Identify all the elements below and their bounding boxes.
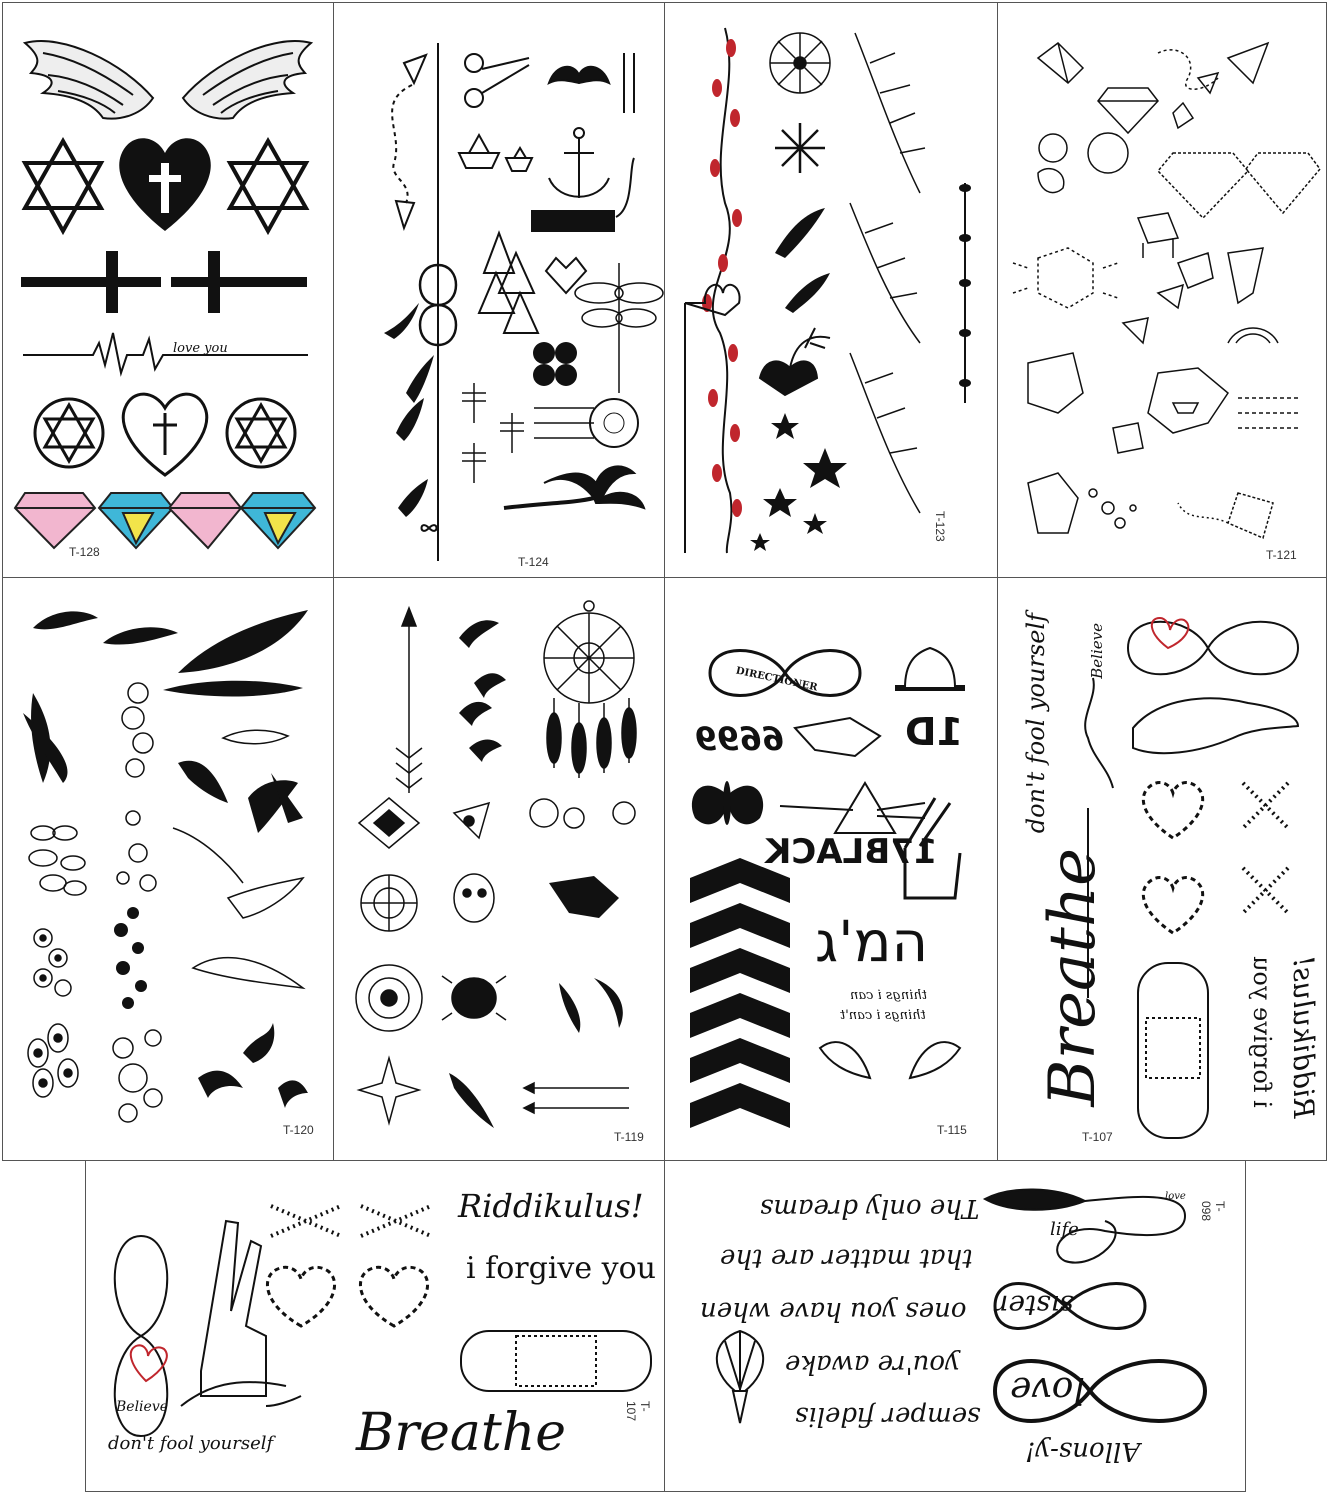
compass-star-icon	[359, 1058, 419, 1123]
flower-swirl-icon	[530, 799, 635, 828]
dragonfly-large-icon	[575, 263, 663, 393]
boomerang-icon	[559, 978, 623, 1033]
mandala-large-icon	[356, 965, 422, 1031]
things-value-1: things i can	[850, 988, 927, 1003]
origami-butterfly-icon	[1123, 248, 1263, 343]
bird-icon	[384, 303, 434, 517]
dont-fool-text: don't fool yourself	[108, 1433, 274, 1454]
palm-tree-icon	[504, 466, 644, 508]
tattoo-art-t123	[665, 3, 998, 578]
flower-icon	[1038, 133, 1128, 193]
bird-silhouette-icon	[459, 620, 506, 762]
gecko-icon	[449, 1073, 494, 1128]
sister-value: sister	[995, 1289, 1074, 1322]
forgive-text-vertical	[1248, 956, 1276, 1108]
diamond-icon	[1098, 88, 1158, 133]
tattoo-sheet-t119	[333, 577, 665, 1161]
mandala-icon	[361, 875, 417, 931]
dashed-line-icon	[1238, 398, 1298, 428]
leaf-icon	[29, 826, 86, 895]
swallow-icon	[775, 208, 830, 313]
bubbles-icon	[1089, 489, 1136, 528]
breathe-text: Breathe	[356, 1403, 567, 1463]
small-flowers-icon	[117, 811, 156, 891]
feather-outline-icon	[223, 730, 288, 744]
dreamcatcher-icon	[590, 399, 638, 447]
tattoo-art-t128	[3, 3, 334, 578]
sheet-code: T-115	[937, 1123, 967, 1137]
floral-vine-icon	[114, 907, 147, 1009]
arrows-pair-icon	[524, 1083, 629, 1113]
tattoo-sheet-t115	[664, 577, 998, 1161]
dashed-heart-icon	[1143, 783, 1202, 933]
butterfly-icon	[692, 781, 763, 825]
things-text-2	[840, 1008, 926, 1023]
kite-icon	[1178, 493, 1273, 538]
sheet-code: T-124	[518, 555, 549, 569]
feather-infinity-icon	[985, 1189, 1185, 1262]
swallows-icon	[198, 1023, 308, 1108]
believe-text-vertical	[1088, 623, 1106, 679]
rainbow-icon	[1228, 328, 1278, 343]
origami-fish-icon	[1113, 423, 1143, 453]
blackteen-value: 17BLACK	[765, 832, 938, 872]
dream-value-3: ones you have when	[700, 1296, 967, 1326]
sister-text	[995, 1289, 1074, 1322]
love-small-text: love	[1165, 1191, 1186, 1202]
ice-cream-hat-icon	[895, 648, 965, 688]
crossed-fingers-hand-icon	[1133, 698, 1298, 753]
turtle-icon	[442, 976, 506, 1020]
one-d-text: 1D	[905, 710, 963, 754]
sheet-code: T-121	[1266, 548, 1297, 562]
paper-plane-icon	[404, 55, 426, 83]
sheet-code: T-107	[624, 1401, 652, 1422]
allons-text	[1025, 1436, 1140, 1466]
stars-icon	[750, 413, 847, 551]
forgive-value-vertical: i forgive you	[1248, 956, 1276, 1109]
peacock-eye-icon	[28, 1024, 78, 1097]
handshake-icon	[795, 718, 880, 756]
bandage-icon	[1138, 963, 1208, 1138]
tattoo-sheet-t123	[664, 2, 998, 578]
semper-text	[795, 1401, 980, 1431]
tattoo-sheet-t098	[664, 1160, 1246, 1492]
things-value-2: things i can't	[840, 1008, 926, 1023]
snowflake-icon	[775, 123, 825, 173]
aztec-icon	[359, 798, 419, 848]
dandelion-icon	[770, 33, 830, 93]
breathe-value-vertical: Breathe	[1036, 848, 1110, 1107]
infinity-directioner-icon	[710, 651, 860, 696]
love-big-value: love	[1010, 1369, 1085, 1410]
outline-heart-cross-icon	[123, 394, 206, 475]
heart-cross-icon	[119, 138, 211, 231]
sheet-code: T-120	[283, 1123, 314, 1137]
arrows-icon	[534, 408, 594, 438]
dream-line-4	[785, 1349, 960, 1379]
scissors-icon	[465, 54, 529, 107]
mountains-icon	[479, 233, 538, 333]
paw-icon	[454, 803, 489, 838]
pinwheel-icon	[1173, 103, 1193, 128]
dashed-heart-icon	[267, 1267, 427, 1326]
numbers-text	[695, 720, 784, 758]
infinity-small-icon	[422, 525, 437, 531]
origami-heart-icon	[546, 258, 586, 293]
numbers-value: 6699	[695, 720, 785, 758]
origami-crane-icon	[1148, 368, 1228, 433]
prism-icon	[780, 783, 925, 833]
riddikulus-text-vertical	[1287, 956, 1320, 1118]
blackteen-text	[765, 832, 938, 872]
hairpin-icon	[624, 53, 634, 113]
dreamcatcher-icon	[544, 601, 636, 778]
heart-line-icon	[685, 285, 740, 315]
dream-line-3	[700, 1296, 966, 1326]
tattoo-sheet-t120	[2, 577, 334, 1161]
cross-icon	[21, 251, 307, 313]
bandage-icon	[461, 1331, 651, 1391]
bird-perched-icon	[193, 878, 303, 988]
tattoo-sheet-t107-horizontal	[85, 1160, 667, 1492]
mask-icon	[454, 874, 494, 922]
sheet-code: T-107	[1082, 1130, 1113, 1144]
branch-icon	[850, 33, 925, 513]
allons-value: Allons-y!	[1025, 1436, 1141, 1466]
directioner-text: DIRECTIONER	[734, 665, 819, 694]
tattoo-sheet-t107-vertical	[997, 577, 1327, 1161]
paper-boat-icon	[1028, 353, 1198, 413]
anchor-icon	[549, 128, 609, 198]
hebrew-text: המ'ג	[815, 910, 929, 975]
hummingbird-icon	[178, 761, 303, 833]
plumeria-icon	[122, 683, 153, 777]
arrow-icon	[396, 608, 422, 793]
tattoo-sheet-t128	[2, 2, 334, 578]
tattoo-art-t119	[334, 578, 665, 1161]
things-text-1	[850, 988, 927, 1003]
life-text: life	[1050, 1219, 1079, 1240]
tattoo-sheet-t124	[333, 2, 665, 578]
dont-fool-value-vertical: don't fool yourself	[1022, 613, 1050, 834]
diamond-icon	[15, 493, 315, 548]
dragonfly-icon	[462, 383, 524, 483]
dream-value-4: you're awake	[785, 1349, 960, 1379]
semper-value: semper fidelis	[795, 1401, 981, 1431]
wolf-icon	[549, 876, 619, 918]
tattoo-art-t121	[998, 3, 1327, 578]
swallows-pair-icon	[820, 1042, 960, 1078]
chevrons-icon	[690, 858, 790, 1128]
breathe-text-vertical	[1036, 848, 1110, 1106]
dream-value-1: The only dreams	[760, 1193, 980, 1223]
forgive-text: i forgive you	[466, 1251, 657, 1286]
love-you-text: love you	[173, 341, 228, 356]
mustache-icon	[549, 67, 609, 83]
blossom-icon	[113, 1030, 162, 1122]
clover-icon	[533, 342, 577, 386]
crossed-fingers-icon	[201, 1221, 266, 1396]
bird-swirl-icon	[1085, 678, 1113, 788]
sheet-code: T-119	[614, 1130, 644, 1144]
heartbeat-icon	[23, 333, 308, 373]
peacock-feather-icon	[34, 929, 71, 996]
dashed-path	[1158, 50, 1218, 89]
believe-text: Believe	[116, 1399, 169, 1415]
sheet-code: T-128	[69, 545, 100, 559]
diamond-large-icon	[1158, 153, 1320, 218]
tattoo-art-t120	[3, 578, 334, 1161]
bird-line-icon	[181, 1382, 301, 1406]
riddikulus-value-vertical: Riddikulus!	[1287, 956, 1320, 1119]
hexagon-sun-icon	[1013, 248, 1118, 308]
believe-value-vertical: Believe	[1088, 623, 1106, 679]
origami-fox-icon	[1028, 473, 1078, 533]
unicorn-icon	[1138, 213, 1178, 258]
dotted-bow-icon	[1243, 783, 1288, 913]
dream-line-2	[720, 1243, 973, 1273]
origami-bird-icon	[1038, 43, 1083, 83]
dream-line-1	[760, 1193, 979, 1223]
feather-icon	[23, 610, 308, 783]
seashell-icon	[717, 1331, 763, 1423]
deer-icon	[760, 328, 830, 395]
sheet-code: T-098	[1199, 1201, 1227, 1222]
tattoo-art-t124	[334, 3, 665, 578]
paper-boat-icon	[459, 135, 532, 171]
tattoo-sheet-t121	[997, 2, 1327, 578]
riddikulus-text: Riddikulus!	[458, 1187, 644, 1225]
dream-value-2: that matter are the	[720, 1243, 973, 1273]
feather-line-icon	[173, 828, 243, 883]
bottle-icon	[532, 158, 634, 231]
love-big-text	[1010, 1369, 1085, 1410]
angel-wings-icon	[25, 41, 311, 119]
sheet-code: T-123	[933, 511, 947, 542]
paper-plane-icon	[396, 201, 414, 228]
dont-fool-text-vertical	[1022, 613, 1050, 833]
